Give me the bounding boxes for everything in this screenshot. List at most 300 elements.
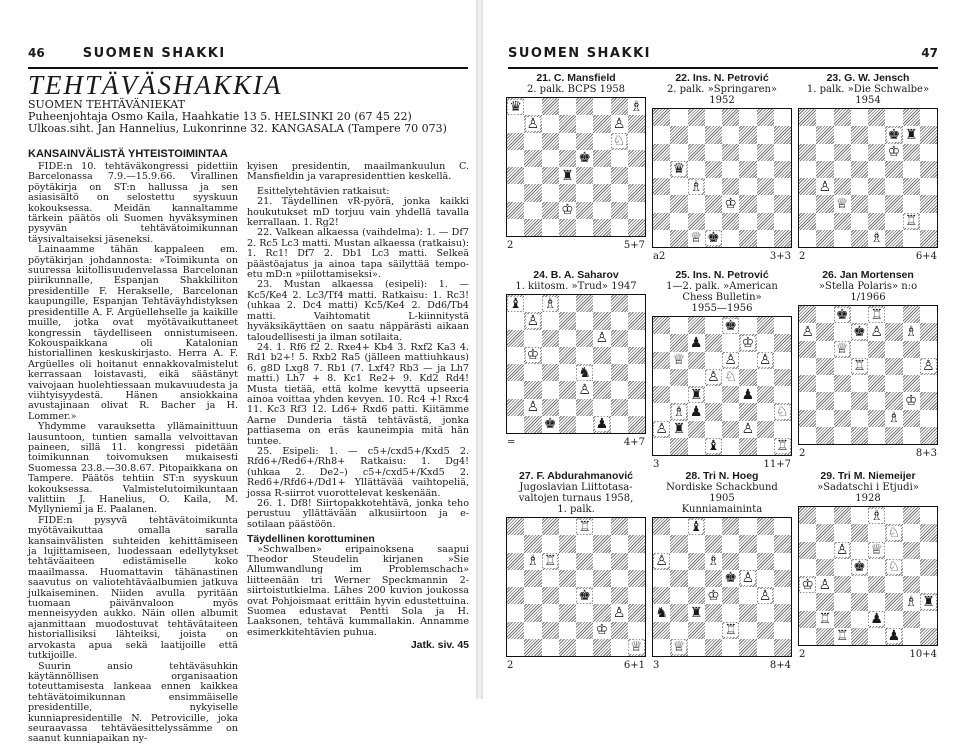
- board-square: [774, 178, 791, 195]
- board-square: [757, 195, 774, 212]
- board-square: [920, 507, 937, 524]
- board-square: [576, 381, 593, 398]
- board-square: [628, 184, 645, 201]
- board-square: [628, 604, 645, 621]
- board-square: [920, 524, 937, 541]
- board-square: [834, 323, 851, 340]
- board-square: [851, 559, 868, 576]
- board-square: [885, 178, 902, 195]
- chess-piece: ♙: [801, 323, 814, 340]
- chess-piece: ♙: [578, 381, 591, 398]
- problem-stipulation: [505, 437, 647, 448]
- article-column-2: [247, 162, 469, 692]
- board-square: [542, 416, 559, 433]
- board-square: [774, 639, 791, 656]
- board-square: [903, 392, 920, 409]
- board-square: [774, 161, 791, 178]
- board-square: [903, 542, 920, 559]
- chess-piece: ♔: [904, 392, 918, 409]
- board-square: [868, 144, 885, 161]
- board-square: [653, 438, 670, 455]
- chess-piece: ♜: [922, 593, 935, 610]
- board-square: [868, 593, 885, 610]
- board-square: [542, 115, 559, 132]
- board-square: [559, 115, 576, 132]
- board-square: [757, 144, 774, 161]
- chess-piece: ♛: [509, 98, 522, 115]
- board-square: [688, 438, 705, 455]
- board-square: [722, 178, 739, 195]
- board-square: [885, 144, 902, 161]
- board-square: [834, 178, 851, 195]
- board-square: [920, 576, 937, 593]
- board-square: [885, 195, 902, 212]
- board-square: [851, 306, 868, 323]
- board-square: [739, 352, 756, 369]
- board-square: [670, 386, 687, 403]
- board-square: [903, 576, 920, 593]
- board-square: [611, 604, 628, 621]
- board-square: [774, 230, 791, 247]
- board-square: [611, 587, 628, 604]
- board-square: [705, 604, 722, 621]
- board-square: [559, 184, 576, 201]
- board-square: [559, 295, 576, 312]
- board-square: [868, 109, 885, 126]
- board-square: [816, 126, 833, 143]
- board-square: [524, 295, 541, 312]
- board-square: [524, 364, 541, 381]
- chess-piece: ♖: [724, 622, 737, 639]
- board-square: [507, 535, 524, 552]
- board-square: [851, 593, 868, 610]
- board-square: [816, 195, 833, 212]
- chess-piece: ♔: [526, 347, 540, 364]
- board-square: [885, 323, 902, 340]
- chess-piece: ♗: [904, 323, 918, 340]
- chess-piece: ♜: [561, 167, 574, 184]
- board-square: [507, 133, 524, 150]
- board-square: [799, 375, 816, 392]
- chess-piece: ♙: [741, 421, 755, 438]
- board-square: [628, 115, 645, 132]
- chess-board: [652, 108, 792, 248]
- chess-piece: ♔: [561, 202, 574, 219]
- board-square: [653, 126, 670, 143]
- board-square: [739, 144, 756, 161]
- board-square: [559, 167, 576, 184]
- chess-piece: ♖: [853, 358, 866, 375]
- board-square: [920, 126, 937, 143]
- board-square: [885, 542, 902, 559]
- board-square: [903, 126, 920, 143]
- board-square: [705, 518, 722, 535]
- board-square: [542, 570, 559, 587]
- board-square: [593, 150, 610, 167]
- board-square: [705, 639, 722, 656]
- board-square: [816, 161, 833, 178]
- board-square: [705, 352, 722, 369]
- board-square: [653, 195, 670, 212]
- board-square: [799, 593, 816, 610]
- running-head: SUOMEN SHAKKI: [508, 45, 651, 61]
- chess-piece: ♙: [922, 358, 935, 375]
- chess-piece: ♖: [904, 213, 918, 230]
- board-square: [593, 167, 610, 184]
- board-square: [851, 628, 868, 645]
- board-square: [851, 576, 868, 593]
- board-square: [653, 213, 670, 230]
- board-square: [542, 98, 559, 115]
- problem-stipulation: [505, 660, 647, 671]
- board-square: [593, 330, 610, 347]
- board-square: [868, 542, 885, 559]
- board-square: [593, 399, 610, 416]
- board-square: [903, 524, 920, 541]
- board-square: [851, 109, 868, 126]
- board-square: [920, 611, 937, 628]
- board-square: [524, 570, 541, 587]
- chess-piece: ♙: [655, 553, 668, 570]
- board-square: [868, 126, 885, 143]
- board-square: [628, 639, 645, 656]
- board-square: [507, 587, 524, 604]
- board-square: [903, 109, 920, 126]
- chess-piece: ♚: [578, 150, 591, 167]
- stipulation-moves: 3: [653, 660, 660, 671]
- problem-stipulation: [797, 649, 939, 660]
- board-square: [593, 587, 610, 604]
- board-square: [739, 587, 756, 604]
- board-square: [524, 416, 541, 433]
- board-square: [903, 341, 920, 358]
- board-square: [611, 553, 628, 570]
- board-square: [799, 144, 816, 161]
- board-square: [885, 559, 902, 576]
- board-square: [559, 535, 576, 552]
- problem-source: Chess Bulletin»: [682, 292, 762, 303]
- board-square: [559, 219, 576, 236]
- chess-piece: ♔: [724, 195, 737, 212]
- board-square: [799, 392, 816, 409]
- board-square: [670, 126, 687, 143]
- board-square: [670, 604, 687, 621]
- board-square: [524, 98, 541, 115]
- board-square: [507, 150, 524, 167]
- board-square: [851, 230, 868, 247]
- board-square: [559, 604, 576, 621]
- board-square: [885, 392, 902, 409]
- chess-problem: [797, 470, 939, 660]
- board-square: [542, 184, 559, 201]
- board-square: [628, 416, 645, 433]
- board-square: [507, 518, 524, 535]
- piece-count: 8+4: [769, 660, 791, 671]
- board-square: [705, 195, 722, 212]
- board-square: [542, 553, 559, 570]
- board-square: [816, 427, 833, 444]
- board-square: [524, 184, 541, 201]
- board-square: [593, 202, 610, 219]
- board-square: [868, 392, 885, 409]
- chess-problem: [505, 269, 647, 448]
- piece-count: 6+1: [623, 660, 645, 671]
- board-square: [507, 604, 524, 621]
- board-square: [507, 381, 524, 398]
- chess-piece: ♝: [707, 438, 720, 455]
- board-square: [688, 570, 705, 587]
- board-square: [524, 115, 541, 132]
- solution-23: 23. Mustan alkaessa (esipeli): 1. — Kc5/Ke4 2. Lc3/Tf4 matti. Ratkaisu: 1. Rc3! (uhkaa 2. Dc4 matti) Kc5/Ke4 2. Dd6/Tb4 matti. Vaihtomatit L-kiinnitystä hyväksikäyttäen on saatu näppärästi aikaan taloudellisesti ja ilman sotilaita.: [247, 279, 469, 343]
- board-square: [611, 312, 628, 329]
- board-square: [920, 161, 937, 178]
- board-square: [524, 604, 541, 621]
- board-square: [816, 593, 833, 610]
- board-square: [739, 317, 756, 334]
- board-square: [834, 126, 851, 143]
- board-square: [559, 347, 576, 364]
- board-square: [774, 109, 791, 126]
- board-square: [868, 410, 885, 427]
- left-running-header: [28, 38, 468, 68]
- board-square: [757, 386, 774, 403]
- board-square: [799, 559, 816, 576]
- board-square: [774, 144, 791, 161]
- board-square: [593, 639, 610, 656]
- board-square: [593, 622, 610, 639]
- board-square: [705, 178, 722, 195]
- board-square: [799, 410, 816, 427]
- chess-piece: ♚: [543, 416, 557, 433]
- problem-source: 1952: [709, 95, 735, 106]
- board-square: [757, 403, 774, 420]
- board-square: [611, 219, 628, 236]
- board-square: [739, 178, 756, 195]
- stipulation-moves: 2: [507, 240, 514, 251]
- board-square: [757, 317, 774, 334]
- board-square: [542, 587, 559, 604]
- board-square: [757, 639, 774, 656]
- board-square: [851, 375, 868, 392]
- board-square: [611, 364, 628, 381]
- board-square: [653, 386, 670, 403]
- board-square: [920, 628, 937, 645]
- subheading: Täydellinen korottuminen: [247, 533, 375, 546]
- board-square: [816, 542, 833, 559]
- chess-piece: ♝: [509, 295, 522, 312]
- stipulation-moves: 2: [799, 448, 806, 459]
- board-square: [903, 161, 920, 178]
- board-square: [524, 622, 541, 639]
- board-square: [576, 535, 593, 552]
- continued-link[interactable]: Jatk. siv. 45: [410, 639, 469, 652]
- board-square: [799, 507, 816, 524]
- board-square: [559, 570, 576, 587]
- board-square: [739, 403, 756, 420]
- board-square: [774, 403, 791, 420]
- chess-piece: ♙: [707, 369, 720, 386]
- board-square: [507, 312, 524, 329]
- board-square: [757, 109, 774, 126]
- board-square: [628, 167, 645, 184]
- board-square: [653, 604, 670, 621]
- board-square: [705, 213, 722, 230]
- board-square: [542, 295, 559, 312]
- board-square: [611, 98, 628, 115]
- board-square: [653, 553, 670, 570]
- chess-problem: [651, 470, 793, 671]
- board-square: [799, 323, 816, 340]
- board-square: [757, 604, 774, 621]
- chess-piece: ♙: [870, 323, 883, 340]
- chess-piece: ♘: [724, 369, 737, 386]
- board-square: [653, 352, 670, 369]
- board-square: [903, 611, 920, 628]
- paragraph: Lainaamme tähän kappaleen em. pöytäkirjan johdannosta: »Toimikunta on suuressa kiitollisuudenvelassa Barcelonan piirikunnalle, Espanjan Shakkiliiton presidentille F. Herakselle, Barcelonan kaupungille, Espanjan Tehtäväyhdistyksen presidentille A. F. Argüellehselle ja kaikille muille, jotka ovat myötävaikuttaneet kongressin täydelliseen onnistumiseen. Kokouspaikkana oli Katalonian historiallinen keskuskirjasto. Herra A. F. Argüelles oli hoitanut ennakkovalmistelut kerrassaan loistavasti, eikä säästänyt vaivojaan huolehtiessaan mukavuudesta ja viihtyisyydestä. Hänen ansiokkaina avustajinaan olivat R. Bacher ja H. Lommer.»: [28, 244, 238, 422]
- problem-title: 24. B. A. Saharov: [533, 269, 619, 281]
- chess-piece: ♖: [818, 611, 832, 628]
- board-square: [670, 161, 687, 178]
- chess-piece: ♔: [801, 576, 814, 593]
- board-square: [524, 587, 541, 604]
- board-square: [611, 347, 628, 364]
- board-square: [628, 518, 645, 535]
- chess-piece: ♙: [758, 587, 772, 604]
- board-square: [705, 109, 722, 126]
- board-square: [593, 364, 610, 381]
- board-square: [920, 323, 937, 340]
- board-square: [816, 410, 833, 427]
- board-square: [688, 213, 705, 230]
- board-square: [593, 347, 610, 364]
- board-square: [722, 161, 739, 178]
- board-square: [834, 593, 851, 610]
- board-square: [834, 213, 851, 230]
- board-square: [722, 195, 739, 212]
- chess-board: [652, 517, 792, 657]
- board-square: [834, 628, 851, 645]
- chess-piece: ♔: [887, 144, 901, 161]
- chess-piece: ♙: [526, 312, 540, 329]
- board-square: [524, 133, 541, 150]
- chess-piece: ♞: [655, 604, 668, 621]
- board-square: [834, 542, 851, 559]
- problem-source: 1. palk.: [557, 504, 595, 515]
- board-square: [559, 553, 576, 570]
- chess-piece: ♜: [672, 421, 686, 438]
- board-square: [670, 334, 687, 351]
- board-square: [524, 381, 541, 398]
- board-square: [688, 317, 705, 334]
- board-square: [688, 622, 705, 639]
- problem-source: 1928: [855, 493, 881, 504]
- board-square: [885, 611, 902, 628]
- board-square: [722, 352, 739, 369]
- board-square: [799, 576, 816, 593]
- solution-21: 21. Täydellinen vR-pyörä, jonka kaikki houkutukset mD torjuu vain yhdellä tavalla kerrallaan. 1. Rg2!: [247, 196, 469, 229]
- board-square: [885, 341, 902, 358]
- board-square: [653, 403, 670, 420]
- chess-piece: ♚: [707, 230, 720, 247]
- board-square: [653, 369, 670, 386]
- board-square: [559, 150, 576, 167]
- board-square: [739, 109, 756, 126]
- board-square: [705, 386, 722, 403]
- board-square: [688, 352, 705, 369]
- board-square: [851, 213, 868, 230]
- board-square: [739, 386, 756, 403]
- piece-count: 10+4: [909, 649, 937, 660]
- chess-piece: ♚: [887, 126, 901, 143]
- chess-piece: ♗: [904, 593, 918, 610]
- problem-title: 25. Ins. N. Petrović: [675, 269, 769, 281]
- board-square: [611, 202, 628, 219]
- solutions-heading: Esittelytehtävien ratkaisut:: [257, 185, 390, 197]
- board-square: [653, 161, 670, 178]
- chess-piece: ♗: [543, 295, 557, 312]
- masthead-org: SUOMEN TEHTÄVÄNIEKAT: [28, 98, 185, 111]
- board-square: [851, 341, 868, 358]
- board-square: [524, 202, 541, 219]
- board-square: [739, 622, 756, 639]
- board-square: [739, 161, 756, 178]
- problem-title: 27. F. Abdurahmanović: [519, 470, 633, 482]
- board-square: [774, 622, 791, 639]
- problem-source: 1/1966: [850, 292, 886, 303]
- chess-piece: ♜: [689, 604, 703, 621]
- board-square: [816, 341, 833, 358]
- board-square: [576, 219, 593, 236]
- board-square: [834, 358, 851, 375]
- board-square: [868, 306, 885, 323]
- right-page: [483, 0, 959, 699]
- board-square: [799, 341, 816, 358]
- board-square: [705, 570, 722, 587]
- board-square: [851, 524, 868, 541]
- board-square: [507, 399, 524, 416]
- board-square: [722, 334, 739, 351]
- chess-piece: ♕: [870, 542, 883, 559]
- board-square: [903, 410, 920, 427]
- board-square: [593, 553, 610, 570]
- board-square: [653, 334, 670, 351]
- problem-stipulation: [651, 251, 793, 262]
- board-square: [628, 312, 645, 329]
- board-square: [576, 133, 593, 150]
- chess-piece: ♚: [853, 559, 866, 576]
- board-square: [816, 213, 833, 230]
- problem-title: 22. Ins. N. Petrović: [675, 72, 769, 84]
- paragraph: FIDE:n pysyvä tehtävätoimikunta myötävaikuttaa omalla saralla kansainvälisten suhteiden kehittämiseen ja lujittamiseen, luodessaan edellytykset tehtäväaiteen edistämiselle koko maailmassa. Huomattavin tähänastinen saavutus on valiotehtäväalbumien jatkuva julkaiseminen. Niiden avulla pyritään tuomaan päivänvaloon myös menneisyyden aukko. Näin ollen albumit ajanmittaan muodostuvat tehtävätaiteen historiallisiksi lähteiksi, joista on arvokasta apua sekä laatijoille että tutkijoille.: [28, 514, 238, 662]
- board-square: [816, 230, 833, 247]
- chess-piece: ♟: [870, 611, 883, 628]
- board-square: [920, 559, 937, 576]
- paragraph: »Schwalben» eripainoksena saapui Theodor Steudelin kirjanen »Sie Allumwandlung im Problemschach» liitteenään tri Werner Speckmannin 2-siirtoistutkielma. Lähes 200 kuvion joukossa ovat Pohjoismaat erittäin hyvin edustettuina. Suomea edustavat Pentti Sola ja H. Laaksonen, tehtävä kummallakin. Annamme esimerkkitehtävien puhua.: [247, 543, 469, 638]
- board-square: [524, 399, 541, 416]
- board-square: [903, 230, 920, 247]
- board-square: [611, 295, 628, 312]
- board-square: [799, 306, 816, 323]
- chess-piece: ♗: [870, 507, 883, 524]
- board-square: [903, 144, 920, 161]
- board-square: [628, 295, 645, 312]
- problem-source: Kunniamaininta: [681, 504, 763, 515]
- board-square: [705, 438, 722, 455]
- board-square: [542, 622, 559, 639]
- board-square: [722, 518, 739, 535]
- board-square: [542, 219, 559, 236]
- board-square: [722, 639, 739, 656]
